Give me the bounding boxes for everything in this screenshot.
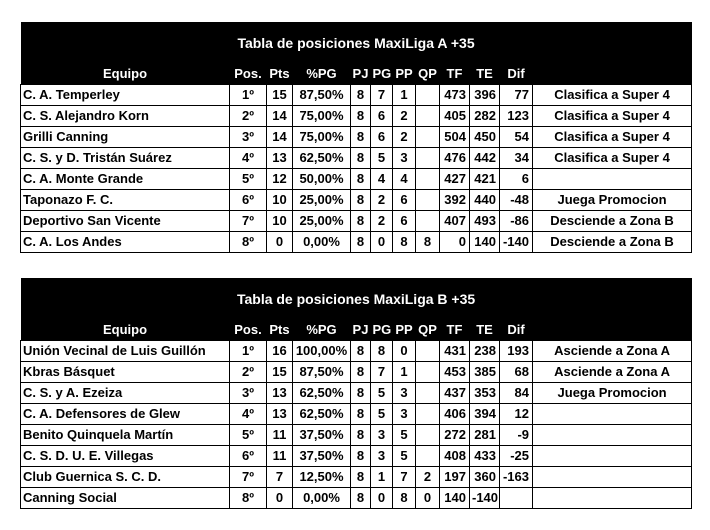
table-row: [21, 190, 692, 211]
stat-cell: 504: [440, 127, 470, 148]
stat-cell: 476: [440, 148, 470, 169]
stat-cell: 2: [393, 127, 416, 148]
stat-cell: 8: [351, 190, 371, 211]
stat-cell: 405: [440, 106, 470, 127]
stat-cell: 2: [393, 106, 416, 127]
stat-cell: 6: [393, 190, 416, 211]
stat-cell: 392: [440, 190, 470, 211]
stat-cell: 427: [440, 169, 470, 190]
table-row: [21, 127, 692, 148]
team-name-cell: Unión Vecinal de Luis Guillón: [21, 341, 230, 362]
stat-cell: 8: [351, 341, 371, 362]
column-header: [533, 64, 692, 85]
stat-cell: 8: [351, 106, 371, 127]
stat-cell: 8: [351, 488, 371, 509]
table-row: [21, 467, 692, 488]
stat-cell: 7: [371, 85, 393, 106]
stat-cell: 0: [267, 488, 293, 509]
column-header: PP: [393, 64, 416, 85]
column-header: Pos.: [230, 320, 267, 341]
stat-cell: 431: [440, 341, 470, 362]
stat-cell: 2º: [230, 362, 267, 383]
stat-cell: 421: [470, 169, 500, 190]
stat-cell: 7º: [230, 467, 267, 488]
stat-cell: 385: [470, 362, 500, 383]
stat-cell: 1: [393, 85, 416, 106]
stat-cell: -25: [500, 446, 533, 467]
stat-cell: 5º: [230, 425, 267, 446]
status-note-cell: Juega Promocion: [533, 383, 692, 404]
stat-cell: 8: [351, 446, 371, 467]
stat-cell: 7: [393, 467, 416, 488]
status-note-cell: [533, 169, 692, 190]
stat-cell: [416, 383, 440, 404]
stat-cell: 8: [351, 383, 371, 404]
stat-cell: 2: [371, 211, 393, 232]
stat-cell: 8: [351, 169, 371, 190]
stat-cell: 5: [371, 404, 393, 425]
stat-cell: 14: [267, 127, 293, 148]
column-header: Dif: [500, 64, 533, 85]
stat-cell: 0,00%: [293, 232, 351, 253]
table-row: [21, 425, 692, 446]
team-name-cell: Canning Social: [21, 488, 230, 509]
table-row: [21, 341, 692, 362]
stat-cell: 87,50%: [293, 362, 351, 383]
stat-cell: 15: [267, 362, 293, 383]
stat-cell: 3º: [230, 383, 267, 404]
status-note-cell: Clasifica a Super 4: [533, 106, 692, 127]
stat-cell: 10: [267, 211, 293, 232]
column-header: [533, 320, 692, 341]
column-header: TF: [440, 64, 470, 85]
team-name-cell: C. S. Alejandro Korn: [21, 106, 230, 127]
stat-cell: 272: [440, 425, 470, 446]
stat-cell: 3: [371, 425, 393, 446]
team-name-cell: Kbras Básquet: [21, 362, 230, 383]
status-note-cell: [533, 467, 692, 488]
column-header: Pos.: [230, 64, 267, 85]
stat-cell: 7º: [230, 211, 267, 232]
stat-cell: -163: [500, 467, 533, 488]
stat-cell: 6º: [230, 190, 267, 211]
stat-cell: 396: [470, 85, 500, 106]
stat-cell: 6º: [230, 446, 267, 467]
column-header: TE: [470, 64, 500, 85]
stat-cell: 8: [351, 148, 371, 169]
stat-cell: 123: [500, 106, 533, 127]
stat-cell: [416, 169, 440, 190]
stat-cell: 100,00%: [293, 341, 351, 362]
stat-cell: 2: [416, 467, 440, 488]
stat-cell: 87,50%: [293, 85, 351, 106]
table-row: [21, 383, 692, 404]
column-header: PJ: [351, 320, 371, 341]
stat-cell: 6: [371, 106, 393, 127]
stat-cell: -48: [500, 190, 533, 211]
table-b-title: Tabla de posiciones MaxiLiga B +35: [21, 278, 692, 320]
team-name-cell: Deportivo San Vicente: [21, 211, 230, 232]
stat-cell: 140: [470, 232, 500, 253]
stat-cell: 68: [500, 362, 533, 383]
stat-cell: 5: [393, 446, 416, 467]
stat-cell: 1: [393, 362, 416, 383]
status-note-cell: Asciende a Zona A: [533, 362, 692, 383]
stat-cell: 5º: [230, 169, 267, 190]
stat-cell: -140: [500, 232, 533, 253]
stat-cell: 50,00%: [293, 169, 351, 190]
stat-cell: [416, 404, 440, 425]
stat-cell: 6: [500, 169, 533, 190]
stat-cell: 8: [351, 467, 371, 488]
stat-cell: 84: [500, 383, 533, 404]
stat-cell: 4º: [230, 404, 267, 425]
stat-cell: 13: [267, 148, 293, 169]
stat-cell: 8: [351, 211, 371, 232]
standings-table-b-container: [20, 278, 691, 509]
stat-cell: 25,00%: [293, 190, 351, 211]
stat-cell: [416, 341, 440, 362]
stat-cell: 353: [470, 383, 500, 404]
stat-cell: 493: [470, 211, 500, 232]
table-a-title: Tabla de posiciones MaxiLiga A +35: [21, 22, 692, 64]
stat-cell: 4: [371, 169, 393, 190]
stat-cell: 7: [267, 467, 293, 488]
stat-cell: -9: [500, 425, 533, 446]
stat-cell: 1º: [230, 341, 267, 362]
stat-cell: 3: [393, 404, 416, 425]
column-header: %PG: [293, 64, 351, 85]
team-name-cell: C. S. y D. Tristán Suárez: [21, 148, 230, 169]
stat-cell: 0: [393, 341, 416, 362]
table-row: [21, 169, 692, 190]
column-header: TE: [470, 320, 500, 341]
team-name-cell: C. S. y A. Ezeiza: [21, 383, 230, 404]
stat-cell: 8º: [230, 232, 267, 253]
stat-cell: 8: [351, 425, 371, 446]
column-header: Pts: [267, 64, 293, 85]
stat-cell: 8: [351, 404, 371, 425]
stat-cell: 433: [470, 446, 500, 467]
team-name-cell: Benito Quinquela Martín: [21, 425, 230, 446]
stat-cell: 12: [267, 169, 293, 190]
stat-cell: [416, 362, 440, 383]
stat-cell: 473: [440, 85, 470, 106]
column-header: PG: [371, 320, 393, 341]
table-row: [21, 488, 692, 509]
table-row: [21, 106, 692, 127]
table-row: [21, 148, 692, 169]
stat-cell: 442: [470, 148, 500, 169]
stat-cell: 0: [371, 488, 393, 509]
column-header: PJ: [351, 64, 371, 85]
column-header: Dif: [500, 320, 533, 341]
column-header: PG: [371, 64, 393, 85]
status-note-cell: [533, 425, 692, 446]
table-row: [21, 362, 692, 383]
stat-cell: [416, 85, 440, 106]
stat-cell: 6: [393, 211, 416, 232]
stat-cell: 453: [440, 362, 470, 383]
stat-cell: 8: [371, 341, 393, 362]
column-header: Pts: [267, 320, 293, 341]
stat-cell: 406: [440, 404, 470, 425]
status-note-cell: Clasifica a Super 4: [533, 148, 692, 169]
stat-cell: 13: [267, 404, 293, 425]
stat-cell: 15: [267, 85, 293, 106]
stat-cell: -86: [500, 211, 533, 232]
stat-cell: 8: [393, 232, 416, 253]
stat-cell: [416, 127, 440, 148]
stat-cell: 0: [267, 232, 293, 253]
stat-cell: 238: [470, 341, 500, 362]
stat-cell: 5: [371, 148, 393, 169]
status-note-cell: [533, 446, 692, 467]
column-header: TF: [440, 320, 470, 341]
stat-cell: 77: [500, 85, 533, 106]
stat-cell: 37,50%: [293, 425, 351, 446]
stat-cell: 0: [440, 232, 470, 253]
team-name-cell: Grilli Canning: [21, 127, 230, 148]
team-name-cell: C. A. Temperley: [21, 85, 230, 106]
stat-cell: 8: [351, 85, 371, 106]
stat-cell: 2º: [230, 106, 267, 127]
stat-cell: 25,00%: [293, 211, 351, 232]
stat-cell: 282: [470, 106, 500, 127]
table-row: [21, 404, 692, 425]
stat-cell: 3º: [230, 127, 267, 148]
stat-cell: 54: [500, 127, 533, 148]
stat-cell: 5: [371, 383, 393, 404]
stat-cell: 1: [371, 467, 393, 488]
stat-cell: 0,00%: [293, 488, 351, 509]
team-name-cell: Club Guernica S. C. D.: [21, 467, 230, 488]
stat-cell: 4: [393, 169, 416, 190]
status-note-cell: Asciende a Zona A: [533, 341, 692, 362]
stat-cell: 62,50%: [293, 383, 351, 404]
table-row: [21, 85, 692, 106]
team-name-cell: Taponazo F. C.: [21, 190, 230, 211]
stat-cell: 62,50%: [293, 404, 351, 425]
stat-cell: 12,50%: [293, 467, 351, 488]
status-note-cell: Desciende a Zona B: [533, 211, 692, 232]
stat-cell: 437: [440, 383, 470, 404]
table-row: [21, 211, 692, 232]
stat-cell: 3: [393, 383, 416, 404]
standings-table-a: [20, 22, 692, 253]
column-header: Equipo: [21, 320, 230, 341]
stat-cell: 2: [371, 190, 393, 211]
column-header: QP: [416, 320, 440, 341]
stat-cell: 75,00%: [293, 127, 351, 148]
table-row: [21, 232, 692, 253]
stat-cell: 13: [267, 383, 293, 404]
team-name-cell: C. A. Monte Grande: [21, 169, 230, 190]
stat-cell: 8: [393, 488, 416, 509]
stat-cell: [416, 425, 440, 446]
stat-cell: 193: [500, 341, 533, 362]
status-note-cell: Desciende a Zona B: [533, 232, 692, 253]
stat-cell: 37,50%: [293, 446, 351, 467]
stat-cell: 1º: [230, 85, 267, 106]
stat-cell: 7: [371, 362, 393, 383]
stat-cell: [416, 190, 440, 211]
team-name-cell: C. S. D. U. E. Villegas: [21, 446, 230, 467]
stat-cell: -140: [470, 488, 500, 509]
stat-cell: 440: [470, 190, 500, 211]
stat-cell: 62,50%: [293, 148, 351, 169]
team-name-cell: C. A. Defensores de Glew: [21, 404, 230, 425]
stat-cell: [416, 148, 440, 169]
stat-cell: 8: [416, 232, 440, 253]
column-header: PP: [393, 320, 416, 341]
stat-cell: 360: [470, 467, 500, 488]
stat-cell: 12: [500, 404, 533, 425]
stat-cell: 281: [470, 425, 500, 446]
stat-cell: 408: [440, 446, 470, 467]
stat-cell: 450: [470, 127, 500, 148]
stat-cell: 0: [371, 232, 393, 253]
stat-cell: 3: [371, 446, 393, 467]
stat-cell: 75,00%: [293, 106, 351, 127]
status-note-cell: Juega Promocion: [533, 190, 692, 211]
stat-cell: 5: [393, 425, 416, 446]
stat-cell: 8: [351, 362, 371, 383]
stat-cell: 3: [393, 148, 416, 169]
team-name-cell: C. A. Los Andes: [21, 232, 230, 253]
stat-cell: 394: [470, 404, 500, 425]
stat-cell: 11: [267, 446, 293, 467]
stat-cell: 8: [351, 232, 371, 253]
stat-cell: 6: [371, 127, 393, 148]
status-note-cell: Clasifica a Super 4: [533, 127, 692, 148]
stat-cell: 407: [440, 211, 470, 232]
stat-cell: 140: [440, 488, 470, 509]
stat-cell: 34: [500, 148, 533, 169]
status-note-cell: [533, 488, 692, 509]
stat-cell: 4º: [230, 148, 267, 169]
column-header: Equipo: [21, 64, 230, 85]
stat-cell: 11: [267, 425, 293, 446]
stat-cell: 8º: [230, 488, 267, 509]
stat-cell: 197: [440, 467, 470, 488]
status-note-cell: Clasifica a Super 4: [533, 85, 692, 106]
stat-cell: 14: [267, 106, 293, 127]
stat-cell: 10: [267, 190, 293, 211]
standings-table-b: [20, 278, 692, 509]
table-row: [21, 446, 692, 467]
stat-cell: 8: [351, 127, 371, 148]
stat-cell: [416, 106, 440, 127]
standings-table-a-container: [20, 22, 691, 253]
stat-cell: 16: [267, 341, 293, 362]
stat-cell: [500, 488, 533, 509]
stat-cell: [416, 446, 440, 467]
stat-cell: [416, 211, 440, 232]
stat-cell: 0: [416, 488, 440, 509]
status-note-cell: [533, 404, 692, 425]
column-header: %PG: [293, 320, 351, 341]
column-header: QP: [416, 64, 440, 85]
